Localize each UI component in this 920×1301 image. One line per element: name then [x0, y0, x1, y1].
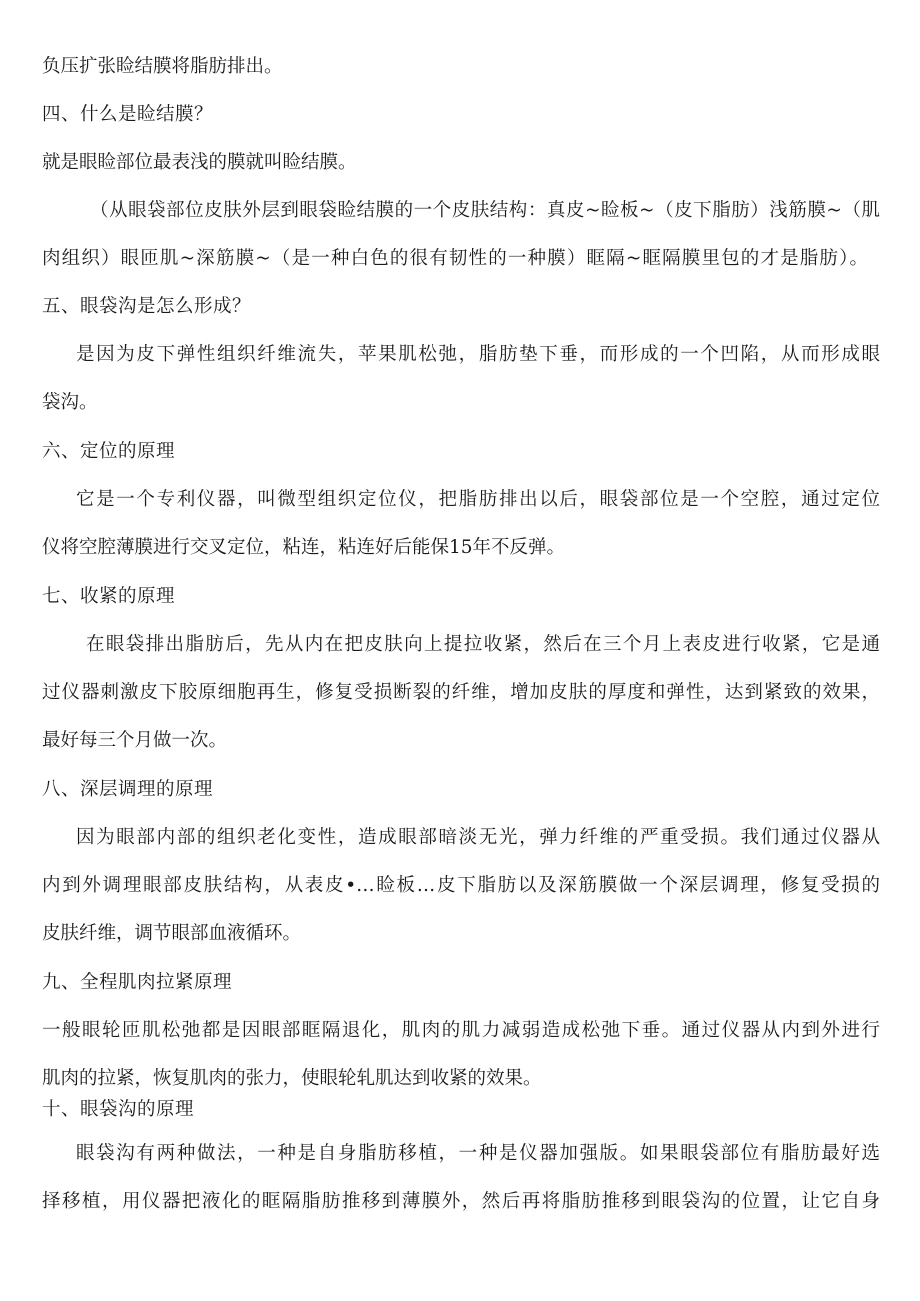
text-line-deep-care-3: 皮肤纤维，调节眼部血液循环。 [42, 923, 302, 944]
text-line-positioning-1: 它是一个专利仪器，叫微型组织定位仪，把脂肪排出以后，眼袋部位是一个空腔，通过定位 [76, 489, 880, 510]
heading-section-5: 五、眼袋沟是怎么形成？ [42, 296, 252, 317]
text-line-tightening-3: 最好每三个月做一次。 [42, 730, 228, 751]
heading-section-10: 十、眼袋沟的原理 [42, 1099, 195, 1120]
text-line-groove-principle-2: 择移植，用仪器把液化的眶隔脂肪推移到薄膜外，然后再将脂肪推移到眼袋沟的位置，让它自身 [42, 1191, 880, 1212]
text-line-groove-formation-2: 袋沟。 [42, 392, 98, 413]
heading-section-9: 九、全程肌肉拉紧原理 [42, 972, 233, 993]
text-line-skin-structure-1: （从眼袋部位皮肤外层到眼袋睑结膜的一个皮肤结构：真皮~睑板~（皮下脂肪）浅筋膜~（肌 [90, 200, 880, 221]
text-line-groove-formation-1: 是因为皮下弹性组织纤维流失，苹果肌松弛，脂肪垫下垂，而形成的一个凹陷，从而形成眼 [76, 344, 880, 365]
text-line-muscle-tightening-1: 一般眼轮匝肌松弛都是因眼部眶隔退化，肌肉的肌力减弱造成松弛下垂。通过仪器从内到外进行 [42, 1020, 880, 1041]
text-line-deep-care-1: 因为眼部内部的组织老化变性，造成眼部暗淡无光，弹力纤维的严重受损。我们通过仪器从 [76, 827, 880, 848]
text-line-positioning-2: 仪将空腔薄膜进行交叉定位，粘连，粘连好后能保15年不反弹。 [42, 537, 566, 558]
heading-section-4: 四、什么是睑结膜？ [42, 104, 214, 125]
text-line-groove-principle-1: 眼袋沟有两种做法，一种是自身脂肪移植，一种是仪器加强版。如果眼袋部位有脂肪最好选 [76, 1143, 880, 1164]
text-line-skin-structure-2: 肉组织）眼匝肌~深筋膜~（是一种白色的很有韧性的一种膜）眶隔~眶隔膜里包的才是脂肪）。 [42, 248, 868, 269]
text-line-tightening-2: 过仪器刺激皮下胶原细胞再生，修复受损断裂的纤维，增加皮肤的厚度和弹性，达到紧致的效果， [42, 682, 880, 703]
heading-section-6: 六、定位的原理 [42, 441, 176, 462]
heading-section-7: 七、收紧的原理 [42, 586, 176, 607]
heading-section-8: 八、深层调理的原理 [42, 779, 214, 800]
text-line-fat-removal: 负压扩张睑结膜将脂肪排出。 [42, 56, 283, 77]
text-line-muscle-tightening-2: 肌肉的拉紧，恢复肌肉的张力，使眼轮轧肌达到收紧的效果。 [42, 1068, 542, 1089]
text-line-deep-care-2: 内到外调理眼部皮肤结构，从表皮•…睑板…皮下脂肪以及深筋膜做一个深层调理，修复受损的 [42, 875, 880, 896]
text-line-tightening-1: 在眼袋排出脂肪后，先从内在把皮肤向上提拉收紧，然后在三个月上表皮进行收紧，它是通 [86, 634, 880, 655]
text-line-conjunctiva-definition: 就是眼睑部位最表浅的膜就叫睑结膜。 [42, 152, 357, 173]
